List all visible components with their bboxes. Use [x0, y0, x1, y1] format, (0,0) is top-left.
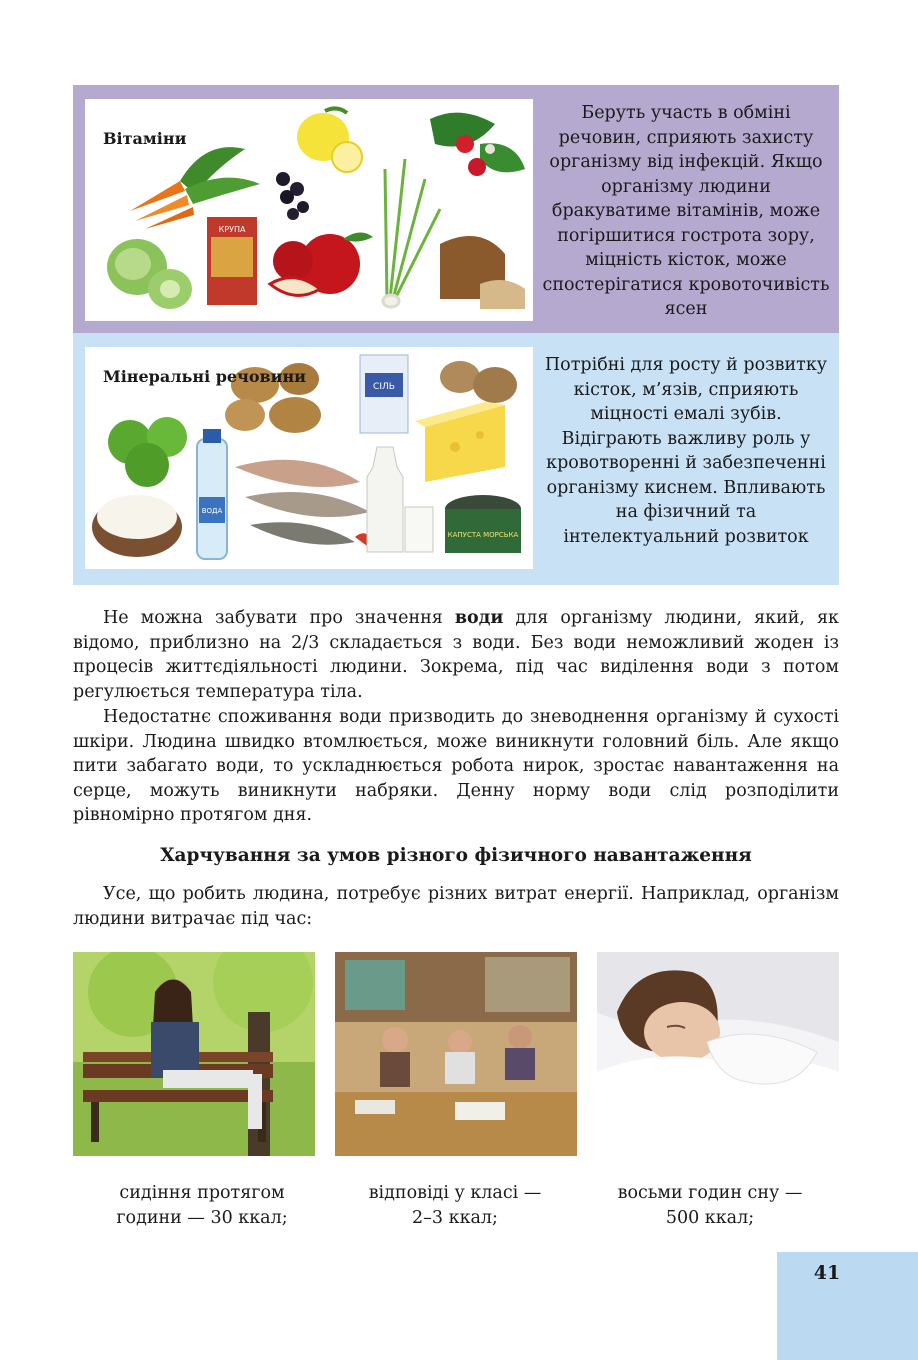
minerals-description: Потрібні для росту й розвитку кісток, м’язів, сприяють міцності емалі зубів. Відіграють важливу роль у кровотворенні й забезпеченні організму киснем. Впливають на фізичний та інтелектуальний розвиток	[544, 355, 828, 547]
minerals-label: Мінеральні речовини	[103, 367, 307, 386]
minerals-section	[73, 333, 839, 585]
green-onion-icon	[383, 159, 440, 307]
page-number: 41	[813, 1262, 841, 1284]
sleeping-photo	[597, 952, 839, 1156]
caption-line: відповіді у класі —	[368, 1183, 542, 1203]
sitting-photo	[73, 952, 315, 1156]
dehydration-paragraph	[73, 705, 839, 828]
walnut-icon	[440, 361, 517, 403]
activity-caption	[585, 1181, 835, 1230]
lemon-icon	[297, 108, 362, 172]
paragraph-text: Недостатнє споживання води призводить до зневоднення організму й сухості шкіри. Людина швидко втомлюється, може виникнути головний біль. Але якщо пити забагато води, то ускладнюється робота нирок, зростає навантаження на серце, можуть виникнути набряки. Денну норму води слід розподілити рівномірно протягом дня.	[73, 707, 839, 826]
water-bottle-text: ВОДА	[201, 507, 223, 515]
vitamins-section	[73, 85, 839, 333]
water-bottle-icon	[197, 429, 227, 559]
minerals-food-image	[85, 347, 533, 569]
salt-pack-icon	[360, 355, 408, 433]
package-text: КРУПА	[218, 225, 246, 234]
green-apple-icon	[108, 417, 187, 487]
salt-pack-text: СІЛЬ	[373, 382, 395, 392]
caption-line: восьми годин сну —	[617, 1183, 803, 1203]
activity-caption	[330, 1181, 580, 1230]
caption-line: години — 30 ккал;	[116, 1207, 288, 1228]
vitamins-label: Вітаміни	[103, 129, 187, 148]
grain-package-icon	[207, 217, 257, 305]
carrots-icon	[130, 147, 260, 229]
cabbage-icon	[107, 239, 192, 309]
paragraph-text: для організму людини, який, як відомо, приблизно на 2/3 складається з води. Без води неможливий жоден із процесів життєдіяльності людини. Зокрема, під час виділення води з потом регулюється температура тіла.	[73, 608, 839, 702]
seaweed-can-icon	[445, 495, 521, 553]
cheese-icon	[415, 402, 505, 482]
fish-icon	[235, 460, 375, 552]
strawberry-icon	[430, 113, 525, 176]
bread-icon	[440, 236, 525, 309]
milk-bottle-icon	[367, 447, 433, 552]
cottage-cheese-icon	[92, 495, 182, 557]
paragraph-text: Усе, що робить людина, потребує різних витрат енергії. Наприклад, організм людини витрачає під час:	[73, 884, 839, 929]
caption-line: 500 ккал;	[665, 1207, 755, 1228]
caption-line: 2–3 ккал;	[412, 1207, 498, 1228]
activity-caption	[73, 1181, 331, 1230]
page-number-tab	[777, 1252, 918, 1360]
vitamins-food-image	[85, 99, 533, 321]
energy-paragraph	[73, 882, 839, 931]
currant-icon	[276, 172, 309, 220]
caption-line: сидіння протягом	[119, 1183, 285, 1203]
apple-icon	[270, 232, 373, 295]
bold-term: води	[454, 608, 504, 628]
paragraph-text: Не можна забувати про значення	[103, 608, 455, 628]
vitamins-description: Беруть участь в обміні речовин, сприяють захисту організму від інфекцій. Якщо організму людини бракуватиме вітамінів, може погіршитися гострота зору, міцність кісток, може спостерігатися кровоточивість ясен	[542, 103, 830, 319]
can-text: КАПУСТА МОРСЬКА	[447, 531, 519, 539]
classroom-photo	[335, 952, 577, 1156]
section-heading: Харчування за умов різного фізичного навантаження	[160, 845, 752, 866]
water-paragraph	[73, 606, 839, 704]
